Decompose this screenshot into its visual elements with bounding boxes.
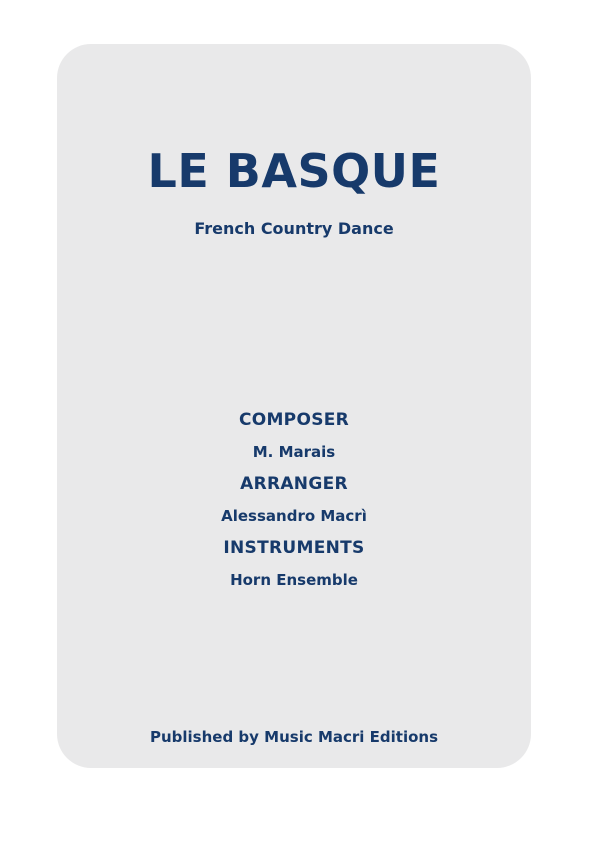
arranger-label: ARRANGER: [240, 474, 348, 494]
arranger-value: Alessandro Macrì: [221, 507, 367, 525]
instruments-label: INSTRUMENTS: [223, 538, 365, 558]
composer-value: M. Marais: [252, 443, 336, 461]
page-title: LE BASQUE: [147, 144, 441, 198]
credits-block: [57, 404, 531, 596]
instruments-value: Horn Ensemble: [230, 571, 358, 589]
cover-card: [57, 44, 531, 768]
page-subtitle: French Country Dance: [194, 219, 394, 238]
publisher-line: Published by Music Macri Editions: [149, 728, 438, 746]
composer-label: COMPOSER: [238, 410, 350, 430]
